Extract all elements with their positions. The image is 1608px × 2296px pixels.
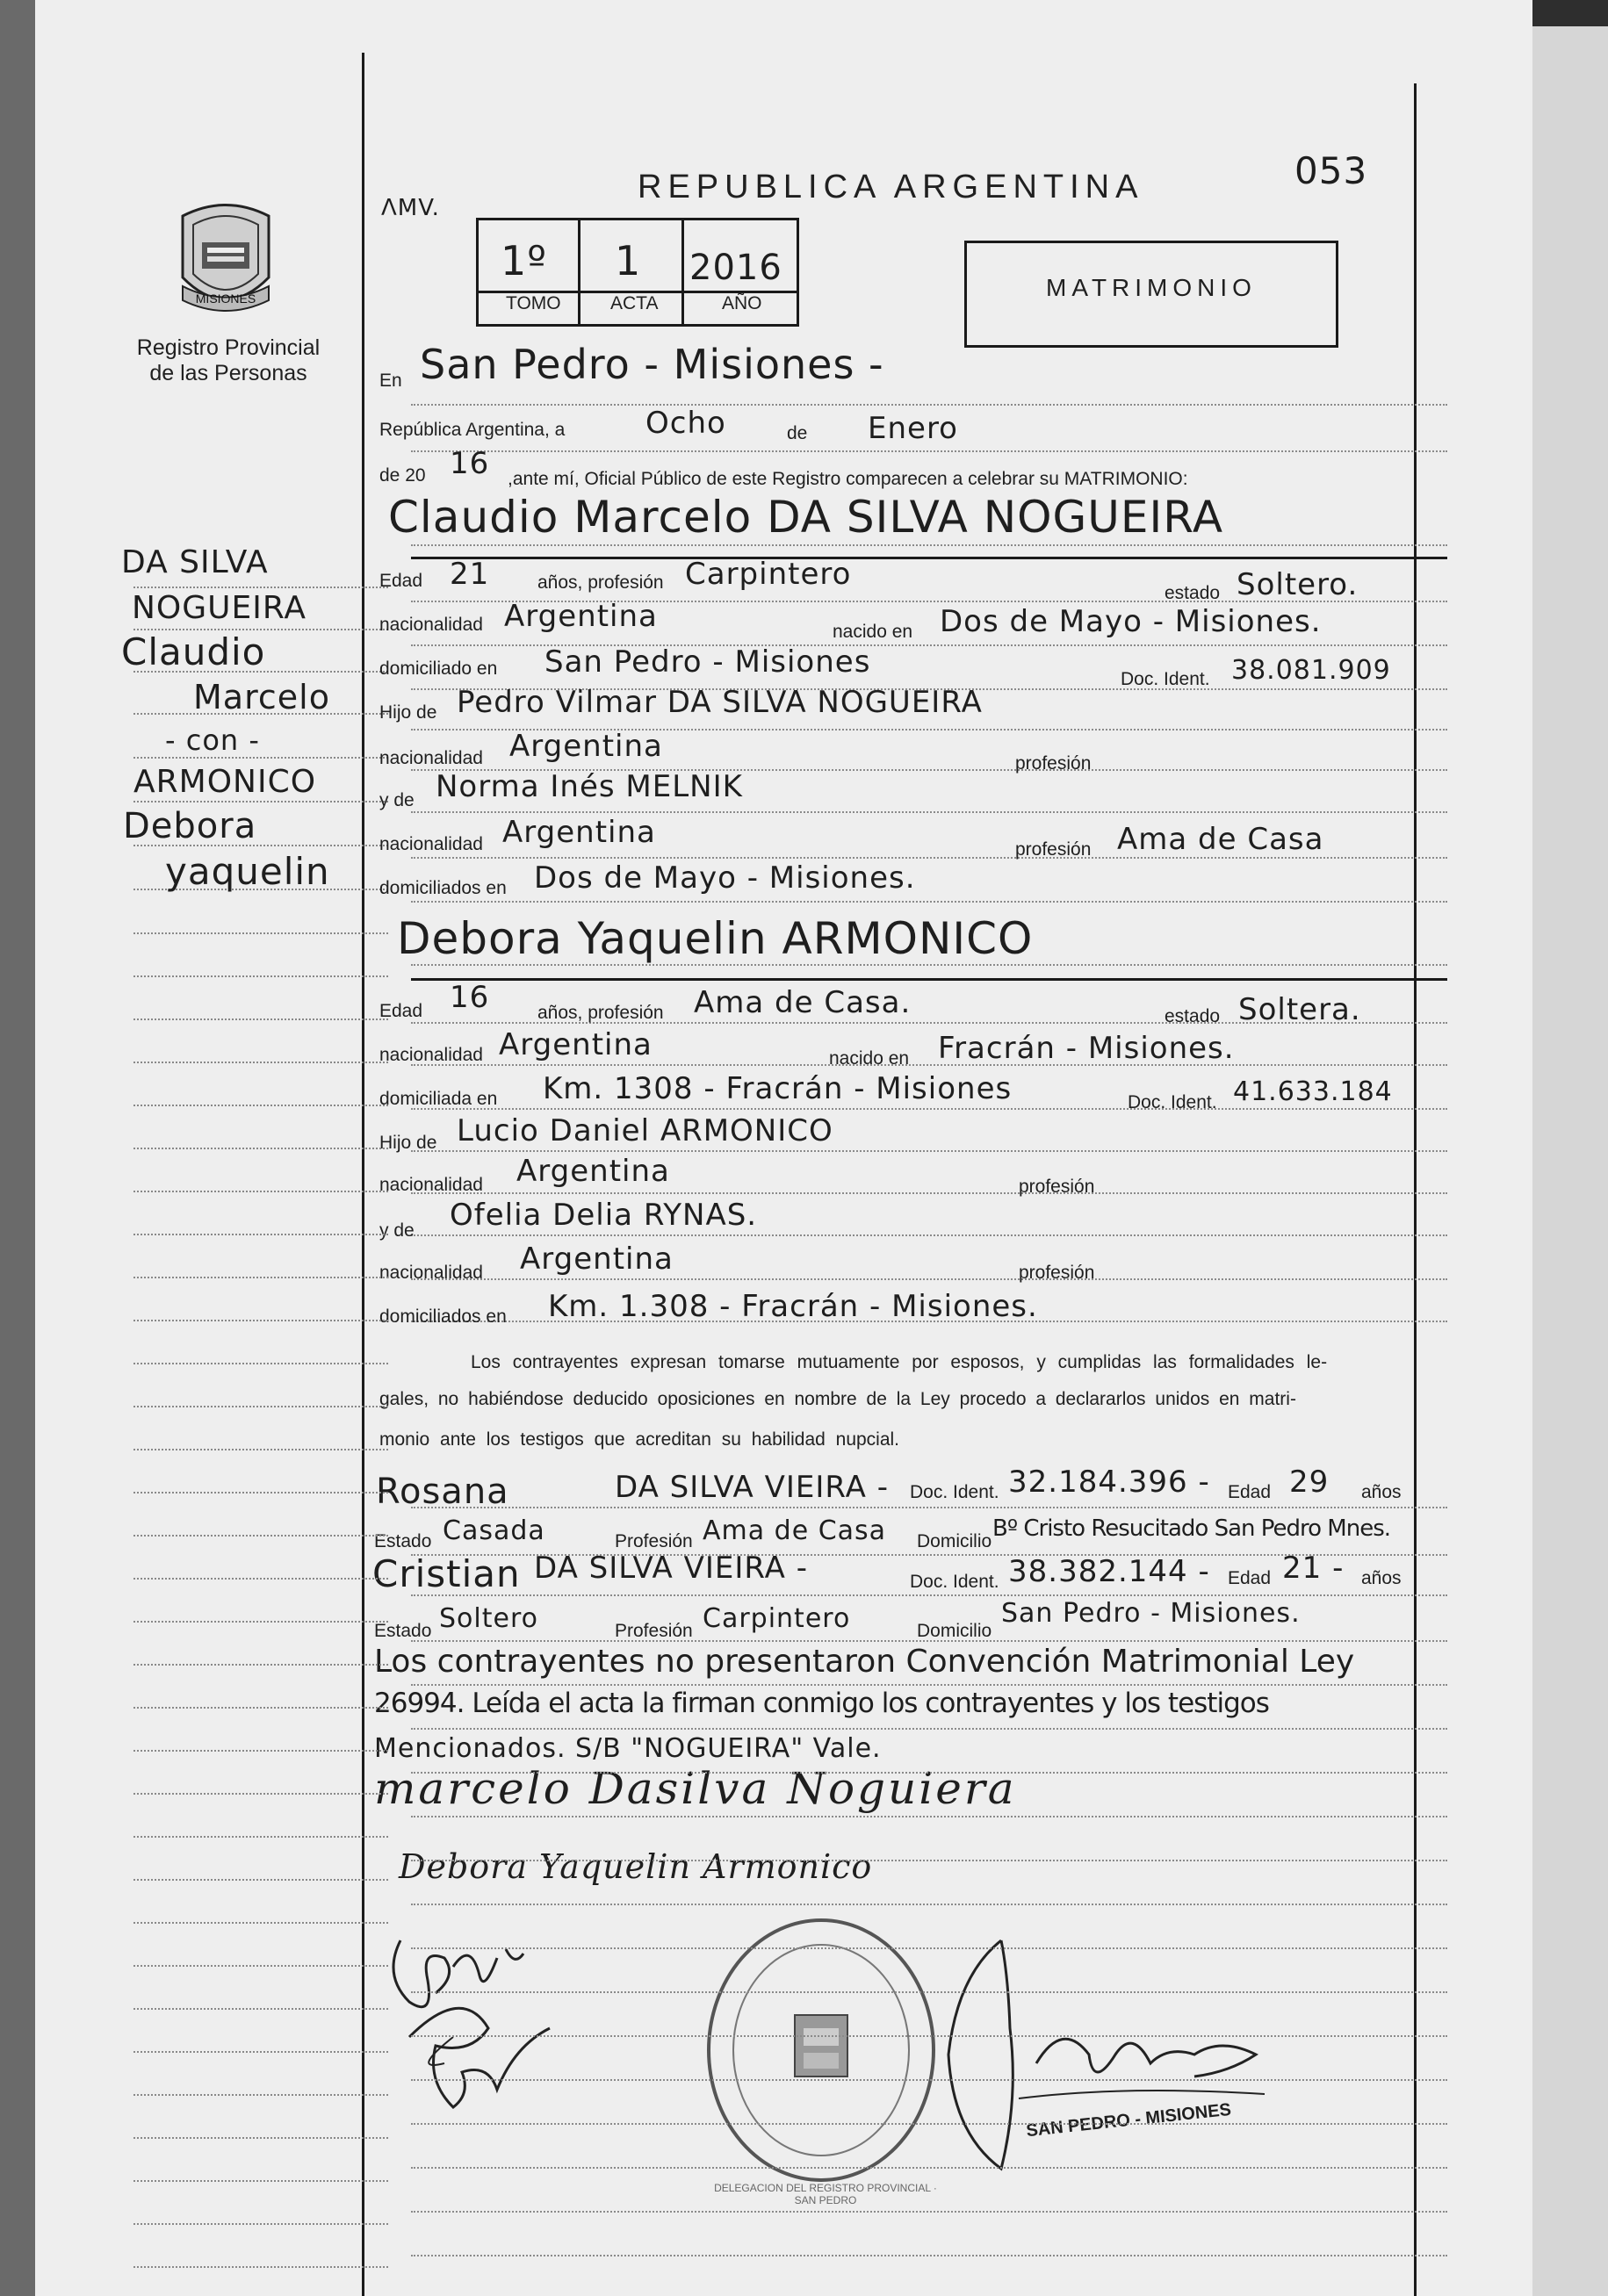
margin-rule: [133, 2051, 388, 2053]
margin-rule: [133, 2137, 388, 2139]
bride-profesion-label: años, profesión: [537, 1003, 664, 1023]
form-rule: [411, 2255, 1447, 2256]
margin-rule: [133, 1836, 388, 1838]
bride-madre-nac: Argentina: [520, 1242, 674, 1277]
witness-2-last-name: DA SILVA VIEIRA -: [534, 1551, 808, 1586]
bride-madre-prof-label: profesión: [1019, 1263, 1095, 1283]
form-rule: [411, 1991, 1447, 1993]
margin-rule: [133, 932, 388, 934]
margin-rule: [133, 1105, 388, 1106]
groom-profesion: Carpintero: [685, 557, 852, 592]
de-label: de: [787, 423, 808, 443]
form-rule: [411, 2167, 1447, 2169]
margin-note-line: Marcelo: [193, 678, 330, 716]
form-rule: [411, 811, 1447, 813]
margin-rule: [133, 2094, 388, 2096]
republica-label: República Argentina, a: [379, 420, 566, 440]
bride-full-name: Debora Yaquelin ARMONICO: [397, 913, 1034, 964]
margin-rule: [133, 801, 388, 803]
margin-rule: [133, 2008, 388, 2010]
witness-1-prof: Ama de Casa: [703, 1515, 887, 1546]
form-rule: [411, 1728, 1447, 1730]
form-rule: [411, 1278, 1447, 1280]
intro-statement: ,ante mí, Oficial Público de este Registro comparecen a celebrar su MATRIMONIO:: [508, 469, 1188, 489]
groom-madre-nac-label: nacionalidad: [379, 834, 483, 854]
groom-hijo-label: Hijo de: [379, 702, 437, 723]
margin-rule: [133, 1234, 388, 1235]
form-rule: [411, 2079, 1447, 2081]
bride-profesion: Ama de Casa.: [694, 985, 912, 1020]
groom-padre-prof-label: profesión: [1015, 753, 1092, 774]
agency-name: Registro Provincial de las Personas: [136, 335, 321, 385]
groom-nacido: Dos de Mayo - Misiones.: [940, 604, 1322, 639]
margin-rule: [133, 1449, 388, 1450]
witness-2-prof-label: Profesión: [615, 1621, 693, 1641]
form-rule: [411, 1108, 1447, 1110]
acta-label: ACTA: [610, 293, 659, 313]
margin-rule: [133, 1148, 388, 1149]
groom-madre-prof-label: profesión: [1015, 839, 1092, 860]
form-rule: [411, 1684, 1447, 1686]
bride-yde-label: y de: [379, 1220, 415, 1241]
anio-value: 2016: [689, 248, 782, 288]
groom-padre-nac-label: nacionalidad: [379, 748, 483, 768]
groom-profesion-label: años, profesión: [537, 572, 664, 593]
province-coat-of-arms-logo: [174, 198, 278, 321]
country-title: REPUBLICA ARGENTINA: [638, 169, 1144, 205]
form-rule: [411, 1507, 1447, 1508]
witness-2-first-name: Cristian: [372, 1552, 521, 1595]
margin-rule: [133, 1879, 388, 1881]
bride-dom-padres-label: domiciliados en: [379, 1306, 507, 1327]
witness-1-edad-label: Edad: [1228, 1482, 1272, 1502]
margin-rule: [133, 587, 388, 588]
witness-1-last-name: DA SILVA VIEIRA -: [615, 1470, 889, 1505]
groom-domiciliado-label: domiciliado en: [379, 659, 498, 679]
official-stamp-text: SAN PEDRO - MISIONES: [1025, 2099, 1232, 2141]
groom-estado: Soltero.: [1237, 567, 1359, 602]
en-label: En: [379, 371, 402, 391]
margin-rule: [133, 975, 388, 977]
margin-note-line: DA SILVA: [121, 544, 269, 580]
bride-estado-label: estado: [1165, 1006, 1221, 1026]
margin-rule: [133, 1492, 388, 1493]
witness-1-doc-label: Doc. Ident.: [910, 1482, 999, 1502]
groom-dom-padres: Dos de Mayo - Misiones.: [534, 860, 916, 896]
acta-value: 1: [615, 237, 642, 284]
margin-rule: [133, 1750, 388, 1752]
form-rule: [411, 1594, 1447, 1596]
witness-1-dom-label: Domicilio: [917, 1531, 992, 1551]
margin-rule: [133, 1277, 388, 1278]
year-prefix: de 20: [379, 465, 426, 486]
groom-madre-prof: Ama de Casa: [1117, 822, 1324, 857]
official-initials: ΛMV.: [381, 195, 440, 221]
right-border-line: [1414, 83, 1417, 2296]
form-rule: [411, 450, 1447, 452]
witness-1-dom: Bº Cristo Resucitado San Pedro Mnes.: [992, 1515, 1391, 1542]
groom-section-top: [411, 557, 1447, 559]
margin-rule: [133, 1922, 388, 1924]
witness-2-edad: 21 -: [1282, 1551, 1345, 1586]
place-value: San Pedro - Misiones -: [420, 341, 884, 388]
bride-estado: Soltera.: [1238, 992, 1361, 1027]
margin-rule: [133, 1621, 388, 1623]
margin-rule: [133, 1320, 388, 1321]
groom-edad-label: Edad: [379, 571, 423, 591]
witness-1-anos-label: años: [1361, 1482, 1402, 1502]
svg-text:MISIONES: MISIONES: [195, 291, 256, 306]
notes-line-3: Mencionados. S/B "NOGUEIRA" Vale.: [374, 1733, 882, 1764]
margin-rule: [133, 1018, 388, 1020]
groom-doc: 38.081.909: [1231, 655, 1391, 686]
margin-rule: [133, 1793, 388, 1795]
witness-1-edad: 29: [1289, 1465, 1330, 1500]
witness-2-edad-label: Edad: [1228, 1568, 1272, 1588]
bride-padre-nac: Argentina: [516, 1154, 670, 1189]
bride-signature: Debora Yaquelin Armonico: [399, 1847, 873, 1886]
official-signature: [905, 1923, 1291, 2177]
anio-label: AÑO: [722, 293, 762, 313]
witness-2-anos-label: años: [1361, 1568, 1402, 1588]
bride-domiciliado-label: domiciliada en: [379, 1089, 498, 1109]
witness-1-estado-label: Estado: [374, 1531, 432, 1551]
bride-padre-nac-label: nacionalidad: [379, 1175, 483, 1195]
legal-text-line-2: gales, no habiéndose deducido oposiciones en nombre de la Ley procedo a declararlos unidos en matri-: [379, 1389, 1296, 1409]
legal-text-line-3: monio ante los testigos que acreditan su habilidad nupcial.: [379, 1429, 900, 1450]
groom-madre: Norma Inés MELNIK: [436, 769, 743, 804]
document-type: MATRIMONIO: [1046, 274, 1257, 301]
box-divider: [681, 218, 684, 325]
form-rule: [411, 857, 1447, 859]
form-rule: [411, 964, 1447, 966]
notes-line-1: Los contrayentes no presentaron Convención Matrimonial Ley: [374, 1644, 1355, 1680]
form-rule: [411, 544, 1447, 546]
bride-padre: Lucio Daniel ARMONICO: [457, 1113, 833, 1148]
margin-rule: [133, 1191, 388, 1192]
form-rule: [411, 1860, 1447, 1861]
witness-2-estado-label: Estado: [374, 1621, 432, 1641]
margin-rule: [133, 1406, 388, 1407]
margin-rule: [133, 1664, 388, 1666]
groom-madre-nac: Argentina: [502, 815, 656, 850]
witness-1-first-name: Rosana: [376, 1472, 509, 1512]
groom-full-name: Claudio Marcelo DA SILVA NOGUEIRA: [388, 492, 1224, 543]
page-number: 053: [1294, 149, 1368, 192]
form-rule: [411, 1904, 1447, 1905]
day-value: Ocho: [645, 406, 726, 441]
form-rule: [411, 404, 1447, 406]
form-rule: [411, 1064, 1447, 1066]
groom-nacido-label: nacido en: [833, 622, 913, 642]
form-rule: [411, 1816, 1447, 1817]
margin-rule: [133, 757, 388, 759]
groom-edad: 21: [450, 557, 490, 592]
bride-edad: 16: [450, 980, 490, 1015]
form-rule: [411, 1150, 1447, 1152]
form-rule: [411, 1772, 1447, 1774]
witness-2-prof: Carpintero: [703, 1603, 851, 1634]
bride-doc-label: Doc. Ident.: [1128, 1092, 1217, 1112]
margin-rule: [133, 2266, 388, 2268]
form-rule: [411, 1234, 1447, 1236]
bride-hijo-label: Hijo de: [379, 1133, 437, 1153]
margin-note-line: yaquelin: [165, 850, 330, 893]
bride-domiciliado: Km. 1308 - Fracrán - Misiones: [543, 1071, 1013, 1106]
groom-dom-padres-label: domiciliados en: [379, 878, 507, 898]
witness-signatures-scribble: [374, 1905, 629, 2125]
groom-padre-nac: Argentina: [509, 729, 663, 764]
bride-nacionalidad-label: nacionalidad: [379, 1045, 483, 1065]
tomo-label: TOMO: [506, 293, 561, 313]
tomo-value: 1º: [501, 237, 547, 284]
form-rule: [411, 2211, 1447, 2213]
margin-note-line: ARMONICO: [133, 764, 317, 800]
margin-rule: [133, 2223, 388, 2225]
form-rule: [411, 2035, 1447, 2037]
year-suffix: 16: [450, 446, 490, 481]
legal-text-line-1: Los contrayentes expresan tomarse mutuamente por esposos, y cumplidas las formalidades le-: [471, 1352, 1328, 1372]
form-rule: [411, 901, 1447, 903]
month-value: Enero: [868, 411, 958, 446]
bride-nacionalidad: Argentina: [499, 1027, 653, 1062]
margin-note-line: - con -: [165, 723, 260, 757]
bride-dom-padres: Km. 1.308 - Fracrán - Misiones.: [548, 1289, 1038, 1324]
notes-line-2: 26994. Leída el acta la firman conmigo los contrayentes y los testigos: [374, 1688, 1269, 1719]
bride-doc: 41.633.184: [1233, 1076, 1393, 1107]
margin-rule: [133, 2180, 388, 2182]
form-rule: [411, 2123, 1447, 2125]
margin-note-line: Claudio: [121, 630, 266, 673]
bride-nacido: Fracrán - Misiones.: [938, 1031, 1235, 1066]
margin-rule: [133, 1965, 388, 1967]
groom-yde-label: y de: [379, 790, 415, 810]
margin-divider-line: [362, 53, 364, 2296]
groom-estado-label: estado: [1165, 583, 1221, 603]
margin-rule: [133, 1363, 388, 1364]
bride-nacido-label: nacido en: [829, 1048, 910, 1069]
groom-domiciliado: San Pedro - Misiones: [544, 644, 871, 680]
witness-2-doc: 38.382.144 -: [1008, 1554, 1210, 1589]
registry-stamp-text: DELEGACION DEL REGISTRO PROVINCIAL · SAN PEDRO: [714, 2182, 937, 2206]
margin-rule: [133, 1535, 388, 1537]
bride-padre-prof-label: profesión: [1019, 1177, 1095, 1197]
bride-edad-label: Edad: [379, 1001, 423, 1021]
form-rule: [411, 1947, 1447, 1949]
witness-1-prof-label: Profesión: [615, 1531, 693, 1551]
groom-doc-label: Doc. Ident.: [1121, 669, 1210, 689]
groom-nacionalidad: Argentina: [504, 599, 658, 634]
box-divider: [578, 218, 580, 325]
witness-2-estado: Soltero: [439, 1603, 538, 1634]
marriage-certificate-page: [35, 0, 1532, 2296]
underlying-page: [1532, 26, 1608, 2296]
bride-madre: Ofelia Delia RYNAS.: [450, 1198, 758, 1233]
groom-padre: Pedro Vilmar DA SILVA NOGUEIRA: [457, 685, 983, 720]
witness-2-dom: San Pedro - Misiones.: [1001, 1598, 1301, 1629]
margin-rule: [133, 1707, 388, 1709]
groom-signature: marcelo Dasilva Noguiera: [374, 1763, 1017, 1814]
groom-nacionalidad-label: nacionalidad: [379, 615, 483, 635]
form-rule: [411, 1192, 1447, 1194]
margin-rule: [133, 1578, 388, 1580]
witness-2-dom-label: Domicilio: [917, 1621, 992, 1641]
page-edge-dark: [1532, 0, 1608, 28]
margin-rule: [133, 1062, 388, 1063]
bride-section-top: [411, 978, 1447, 981]
margin-note-line: NOGUEIRA: [132, 590, 307, 626]
witness-2-doc-label: Doc. Ident.: [910, 1572, 999, 1592]
margin-note-line: Debora: [123, 806, 257, 846]
witness-1-doc: 32.184.396 -: [1008, 1465, 1210, 1500]
witness-1-estado: Casada: [443, 1515, 545, 1546]
bride-madre-nac-label: nacionalidad: [379, 1263, 483, 1283]
